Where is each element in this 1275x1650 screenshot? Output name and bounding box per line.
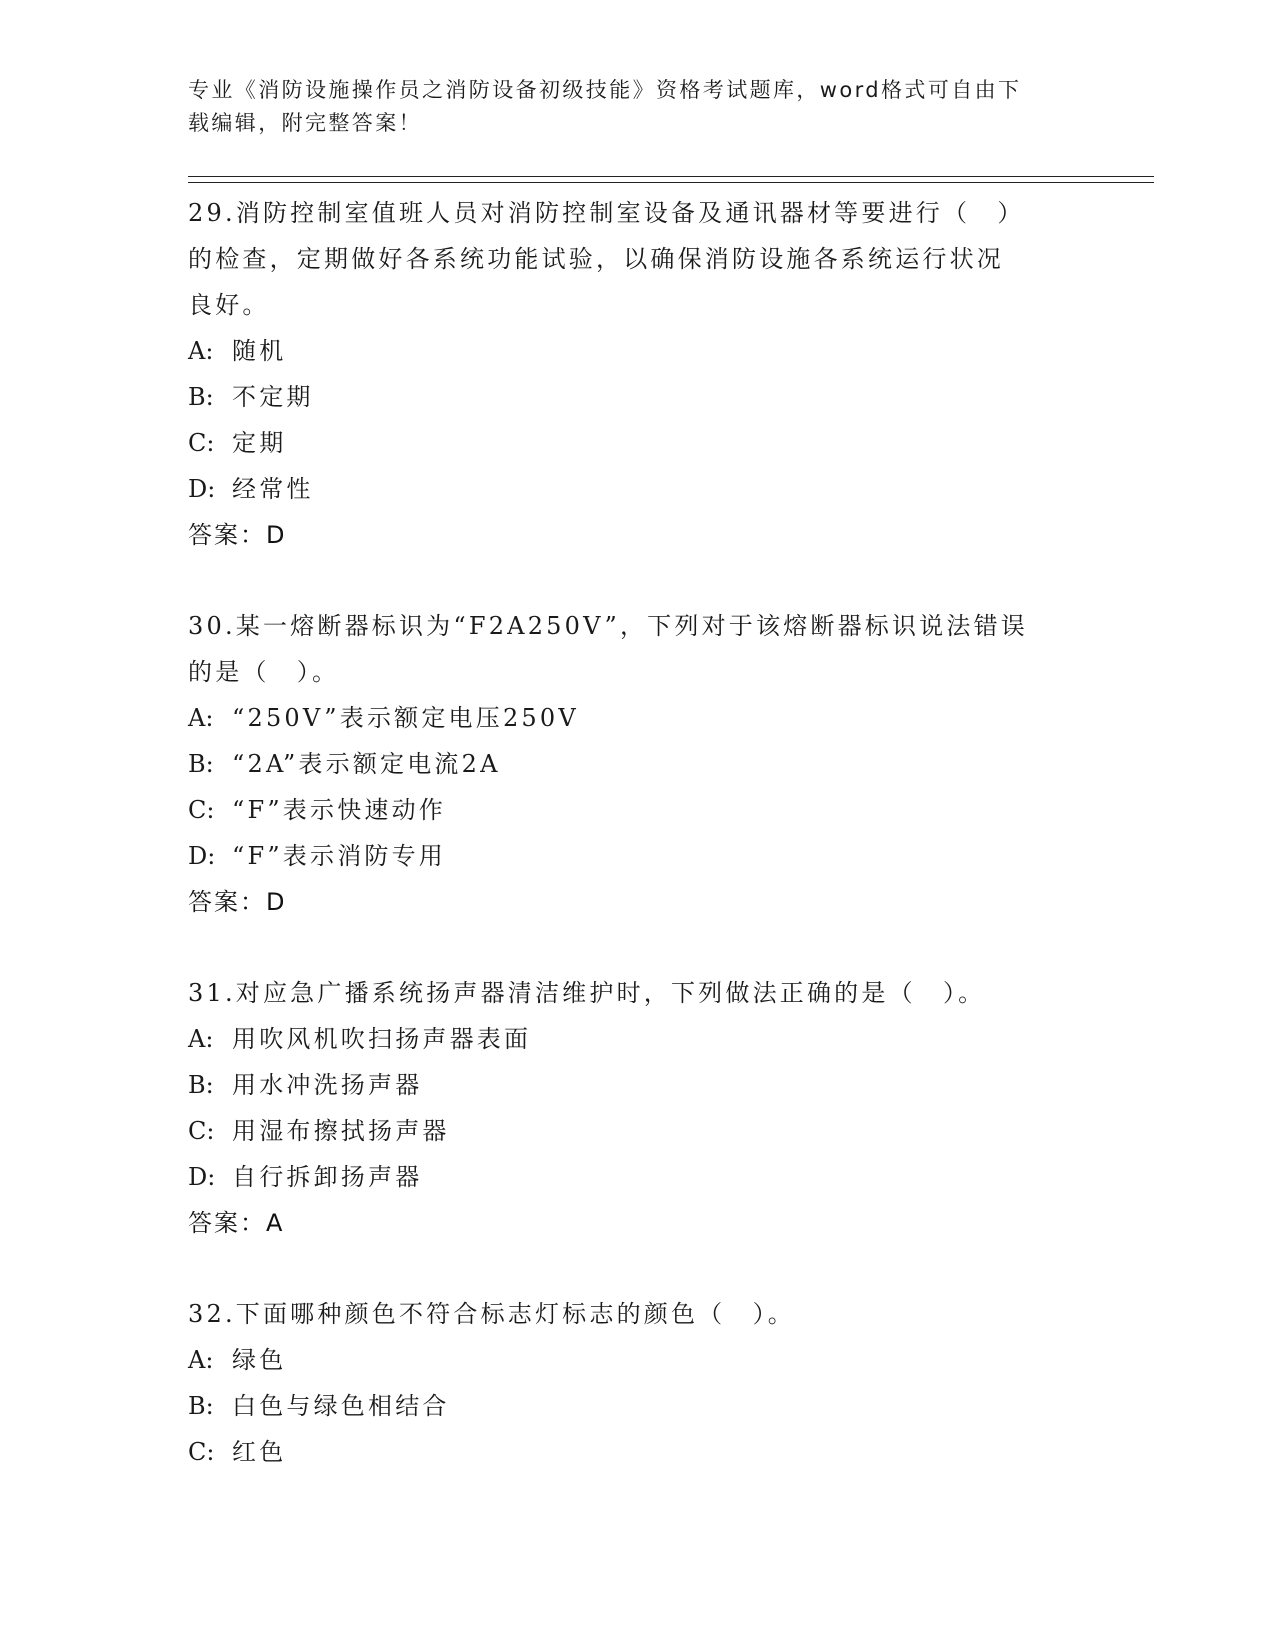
option-c (188, 420, 1068, 466)
option-text: 红色 (232, 1438, 287, 1466)
question-stem-line: 的是（ ）。 (188, 658, 340, 686)
question-stem-line: 32.下面哪种颜色不符合标志灯标志的颜色（ ）。 (188, 1300, 795, 1328)
option-c (188, 1108, 1068, 1154)
option-text: 绿色 (232, 1346, 287, 1374)
question-stem-line: 的检查，定期做好各系统功能试验，以确保消防设施各系统运行状况 (188, 245, 1004, 273)
option-text: 白色与绿色相结合 (232, 1392, 450, 1420)
question-30 (188, 603, 1068, 925)
option-d (188, 833, 1068, 879)
option-key: A: (188, 704, 214, 732)
option-key: B: (188, 1392, 214, 1420)
option-a (188, 695, 1068, 741)
header-line-2: 载编辑，附完整答案！ (188, 111, 422, 135)
question-31 (188, 970, 1068, 1246)
option-text: “250V”表示额定电压250V (232, 704, 579, 732)
question-stem-line: 30.某一熔断器标识为“F2A250V”，下列对于该熔断器标识说法错误 (188, 612, 1028, 640)
question-32 (188, 1291, 1068, 1475)
option-key: B: (188, 383, 214, 411)
option-text: “F”表示快速动作 (232, 796, 446, 824)
option-text: 定期 (232, 429, 287, 457)
option-text: 不定期 (232, 383, 314, 411)
answer-line: 答案：A (188, 1209, 285, 1237)
option-text: 用水冲洗扬声器 (232, 1071, 423, 1099)
option-key: D: (188, 475, 216, 503)
option-text: 随机 (232, 337, 287, 365)
header-line-1: 专业《消防设施操作员之消防设备初级技能》资格考试题库，word格式可自由下 (188, 78, 1022, 102)
option-text: 用吹风机吹扫扬声器表面 (232, 1025, 532, 1053)
option-key: C: (188, 1117, 215, 1145)
option-b (188, 374, 1068, 420)
question-list (188, 190, 1068, 1475)
option-key: B: (188, 750, 214, 778)
option-a (188, 1016, 1068, 1062)
question-spacer (188, 1246, 1068, 1291)
option-a (188, 328, 1068, 374)
option-text: 自行拆卸扬声器 (232, 1163, 423, 1191)
option-b (188, 1062, 1068, 1108)
option-b (188, 1383, 1068, 1429)
option-key: C: (188, 796, 215, 824)
option-key: A: (188, 1025, 214, 1053)
option-d (188, 466, 1068, 512)
option-text: 经常性 (232, 475, 314, 503)
option-key: C: (188, 429, 215, 457)
option-text: “F”表示消防专用 (232, 842, 446, 870)
option-c (188, 787, 1068, 833)
option-d (188, 1154, 1068, 1200)
option-key: C: (188, 1438, 215, 1466)
option-key: D: (188, 1163, 216, 1191)
option-text: “2A”表示额定电流2A (232, 750, 501, 778)
question-stem-line: 31.对应急广播系统扬声器清洁维护时，下列做法正确的是（ ）。 (188, 979, 986, 1007)
option-key: A: (188, 1346, 214, 1374)
question-spacer (188, 558, 1068, 603)
header-divider-top (188, 176, 1154, 177)
question-29 (188, 190, 1068, 558)
question-stem-line: 29.消防控制室值班人员对消防控制室设备及通讯器材等要进行（ ） (188, 199, 1025, 227)
document-header (188, 74, 1068, 140)
answer-line: 答案：D (188, 521, 287, 549)
option-key: A: (188, 337, 214, 365)
option-c (188, 1429, 1068, 1475)
header-divider-bottom (188, 182, 1154, 183)
option-text: 用湿布擦拭扬声器 (232, 1117, 450, 1145)
option-key: D: (188, 842, 216, 870)
option-key: B: (188, 1071, 214, 1099)
question-stem-line: 良好。 (188, 291, 270, 319)
question-spacer (188, 925, 1068, 970)
option-a (188, 1337, 1068, 1383)
answer-line: 答案：D (188, 888, 287, 916)
option-b (188, 741, 1068, 787)
